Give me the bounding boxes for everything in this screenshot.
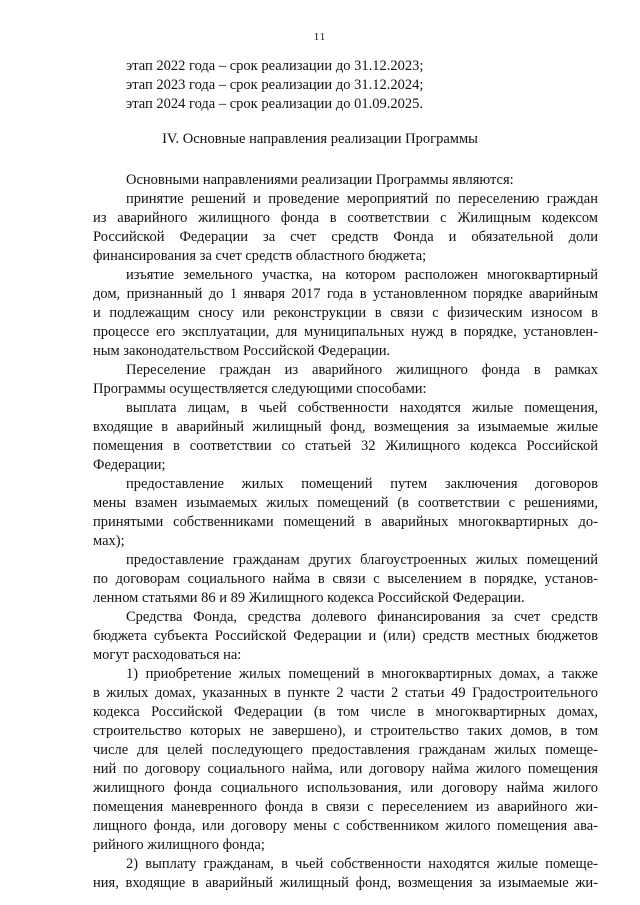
body-line: ленном статьями 86 и 89 Жилищного кодекса Российской Федерации.	[93, 590, 525, 606]
body-line: ния, входящие в аварийный жилищный фонд, возмещения за изымаемые жи-	[93, 875, 598, 891]
body-line: выплата лицам, в чьей собственности находятся жилые помещения,	[126, 400, 598, 416]
body-line: ным законодательством Российской Федерации.	[93, 343, 391, 359]
body-line: в жилых домах, указанных в пункте 2 части 2 статьи 49 Градостроительного	[93, 685, 598, 701]
body-line: 1) приобретение жилых помещений в многоквартирных домах, а также	[126, 666, 598, 682]
stage-line: этап 2022 года – срок реализации до 31.12.2023;	[126, 58, 424, 74]
body-line: процессе его эксплуатации, для муниципальных нужд в порядке, установлен-	[93, 324, 598, 340]
body-line: Программы осуществляется следующими способами:	[93, 381, 427, 397]
body-line: мах);	[93, 533, 125, 549]
body-line: кодекса Российской Федерации (в том числе в многоквартирных домах,	[93, 704, 598, 720]
body-line: из аварийного жилищного фонда в соответствии с Жилищным кодексом	[93, 210, 598, 226]
body-line: изъятие земельного участка, на котором расположен многоквартирный	[126, 267, 598, 283]
body-line: принятие решений и проведение мероприятий по переселению граждан	[126, 191, 598, 207]
body-line: предоставление гражданам других благоустроенных жилых помещений	[126, 552, 598, 568]
body-line: лищного фонда, или договору мены с собственником жилого помещения ава-	[93, 818, 598, 834]
stage-line: этап 2024 года – срок реализации до 01.09.2025.	[126, 96, 423, 112]
body-line: числе для целей последующего предоставления гражданам жилых помеще-	[93, 742, 598, 758]
body-line: Переселение граждан из аварийного жилищного фонда в рамках	[126, 362, 598, 378]
body-line: Федерации;	[93, 457, 166, 473]
body-line: могут расходоваться на:	[93, 647, 242, 663]
body-line: жилищного фонда социального использования, или договору найма жилого	[93, 780, 598, 796]
body-line: мены взамен изымаемых жилых помещений (в соответствии с решениями,	[93, 495, 598, 511]
body-line: дом, признанный до 1 января 2017 года в установленном порядке аварийным	[93, 286, 598, 302]
body-line: и подлежащим сносу или реконструкции в связи с физическим износом в	[93, 305, 598, 321]
stage-line: этап 2023 года – срок реализации до 31.12.2024;	[126, 77, 424, 93]
body-line: строительство которых не завершено), и строительство таких домов, в том	[93, 723, 598, 739]
body-line: рийного жилищного фонда;	[93, 837, 265, 853]
body-line: входящие в аварийный жилищный фонд, возмещения за изымаемые жилые	[93, 419, 598, 435]
body-line: Основными направлениями реализации Программы являются:	[126, 172, 514, 188]
body-line: бюджета субъекта Российской Федерации и (или) средств местных бюджетов	[93, 628, 598, 644]
body-line: финансирования за счет средств областного бюджета;	[93, 248, 427, 264]
body-line: предоставление жилых помещений путем заключения договоров	[126, 476, 598, 492]
body-line: помещения в соответствии со статьей 32 Жилищного кодекса Российской	[93, 438, 598, 454]
section-heading: IV. Основные направления реализации Программы	[162, 131, 478, 147]
body-line: принятыми собственниками помещений в аварийных многоквартирных до-	[93, 514, 598, 530]
page-number: 11	[313, 31, 327, 43]
body-line: 2) выплату гражданам, в чьей собственности находятся жилые помеще-	[126, 856, 598, 872]
body-line: по договорам социального найма в связи с выселением в порядке, установ-	[93, 571, 598, 587]
body-line: Российской Федерации за счет средств Фонда и обязательной доли	[93, 229, 598, 245]
body-line: помещения маневренного фонда в связи с переселением из аварийного жи-	[93, 799, 598, 815]
body-line: Средства Фонда, средства долевого финансирования за счет средств	[126, 609, 598, 625]
body-line: ний по договору социального найма, или договору найма жилого помещения	[93, 761, 598, 777]
